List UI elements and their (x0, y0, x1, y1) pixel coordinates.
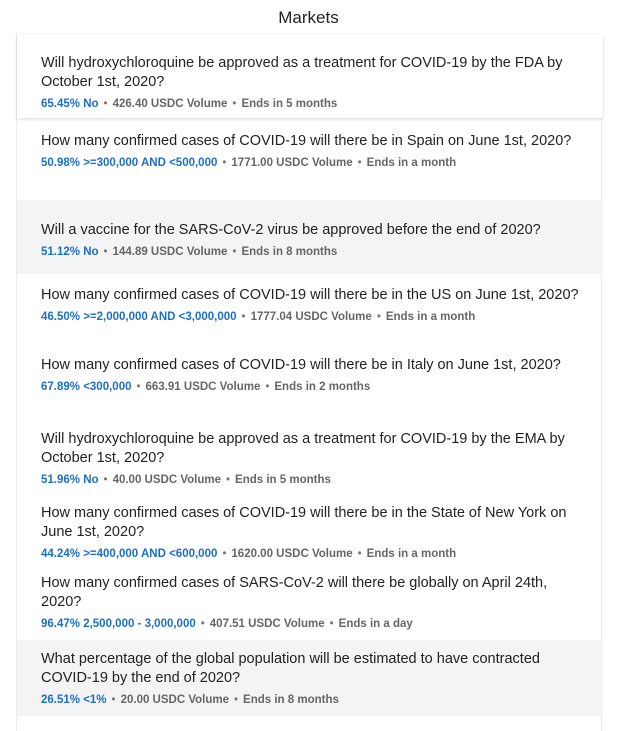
market-question[interactable]: What percentage of the global population will be estimated to have contracted COVID-19 by the end of 2020? (41, 651, 540, 686)
market-odds: 46.50% >=2,000,000 AND <3,000,000 (41, 311, 237, 323)
separator-dot: • (222, 157, 227, 169)
market-card[interactable] (17, 422, 603, 496)
market-card[interactable] (17, 568, 603, 640)
market-ends: Ends in 5 months (235, 474, 331, 486)
page-title: Markets (278, 8, 339, 27)
market-question[interactable]: Will a vaccine for the SARS-CoV-2 virus be approved before the end of 2020? (41, 222, 541, 238)
market-ends: Ends in 2 months (274, 381, 371, 393)
market-meta (41, 97, 585, 111)
separator-dot: • (103, 98, 108, 110)
market-ends: Ends in a month (385, 311, 476, 323)
market-volume: 40.00 USDC Volume (112, 474, 221, 486)
market-question[interactable]: Will hydroxychloroquine be approved as a treatment for COVID-19 by the FDA by October 1st, 2020? (41, 55, 563, 90)
market-volume: 1620.00 USDC Volume (231, 548, 353, 560)
market-meta (41, 693, 585, 707)
separator-dot: • (357, 157, 362, 169)
separator-dot: • (376, 311, 381, 323)
market-meta (41, 156, 585, 170)
market-odds: 51.96% No (41, 474, 99, 486)
market-ends: Ends in a month (366, 548, 457, 560)
market-odds: 44.24% >=400,000 AND <600,000 (41, 548, 218, 560)
market-meta (41, 473, 585, 487)
market-volume: 1771.00 USDC Volume (231, 157, 353, 169)
market-odds: 96.47% 2,500,000 - 3,000,000 (41, 618, 196, 630)
market-question[interactable]: How many confirmed cases of COVID-19 will there be in the State of New York on June 1st, 2020? (41, 505, 567, 540)
market-odds: 67.89% <300,000 (41, 381, 132, 393)
market-card[interactable] (17, 496, 603, 568)
separator-dot: • (232, 246, 237, 258)
separator-dot: • (329, 618, 334, 630)
market-volume: 426.40 USDC Volume (112, 98, 228, 110)
separator-dot: • (103, 246, 108, 258)
market-question[interactable]: How many confirmed cases of COVID-19 will there be in the US on June 1st, 2020? (41, 287, 579, 303)
separator-dot: • (232, 98, 237, 110)
market-card[interactable] (17, 124, 603, 198)
separator-dot: • (234, 694, 239, 706)
market-ends: Ends in 8 months (241, 246, 338, 258)
market-odds: 26.51% <1% (41, 694, 107, 706)
market-odds: 50.98% >=300,000 AND <500,000 (41, 157, 218, 169)
market-meta (41, 245, 585, 259)
market-volume: 1777.04 USDC Volume (250, 311, 372, 323)
market-meta (41, 547, 585, 561)
market-odds: 51.12% No (41, 246, 99, 258)
market-card[interactable] (17, 350, 603, 422)
separator-dot: • (200, 618, 205, 630)
market-odds: 65.45% No (41, 98, 99, 110)
market-volume: 20.00 USDC Volume (120, 694, 230, 706)
market-card[interactable] (17, 640, 603, 716)
market-meta (41, 380, 585, 394)
market-ends: Ends in a month (366, 157, 457, 169)
market-ends: Ends in 8 months (243, 694, 339, 706)
market-volume: 407.51 USDC Volume (209, 618, 325, 630)
market-question[interactable]: How many confirmed cases of COVID-19 will there be in Spain on June 1st, 2020? (41, 133, 572, 149)
market-volume: 144.89 USDC Volume (112, 246, 228, 258)
separator-dot: • (241, 311, 246, 323)
market-ends: Ends in 5 months (241, 98, 338, 110)
market-card[interactable] (17, 278, 603, 350)
market-question[interactable]: How many confirmed cases of SARS-CoV-2 will there be globally on April 24th, 2020? (41, 575, 548, 610)
market-question[interactable]: Will hydroxychloroquine be approved as a treatment for COVID-19 by the EMA by October 1st, 2020? (41, 431, 565, 466)
separator-dot: • (103, 474, 108, 486)
separator-dot: • (222, 548, 227, 560)
separator-dot: • (136, 381, 141, 393)
market-card[interactable] (17, 200, 603, 274)
market-list (16, 34, 602, 731)
market-question[interactable]: How many confirmed cases of COVID-19 will there be in Italy on June 1st, 2020? (41, 357, 561, 373)
separator-dot: • (265, 381, 270, 393)
market-volume: 663.91 USDC Volume (145, 381, 261, 393)
separator-dot: • (111, 694, 116, 706)
separator-dot: • (226, 474, 231, 486)
market-card[interactable] (17, 34, 603, 118)
market-ends: Ends in a day (338, 618, 413, 630)
market-meta (41, 617, 585, 631)
separator-dot: • (357, 548, 362, 560)
market-meta (41, 310, 585, 324)
